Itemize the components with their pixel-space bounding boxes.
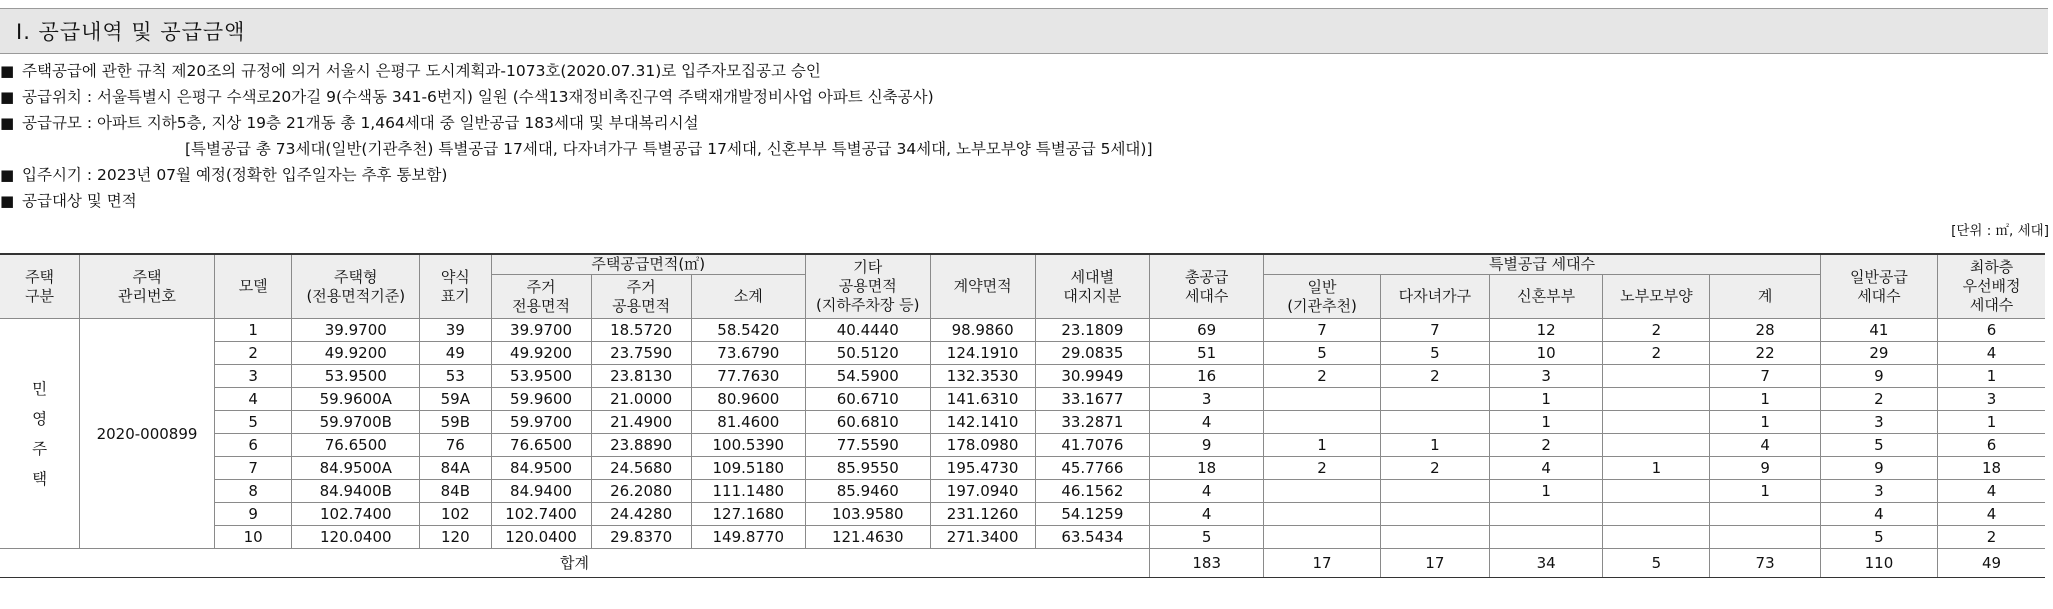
header-lowest-floor: 최하층 우선배정 세대수	[1938, 254, 2045, 319]
model-cell: 10	[214, 526, 292, 549]
subtotal-cell: 100.5390	[691, 434, 805, 457]
short-mark-cell: 102	[420, 503, 491, 526]
exclusive-cell: 76.6500	[491, 434, 591, 457]
land-share-cell: 46.1562	[1035, 480, 1149, 503]
notes-list	[0, 58, 2048, 214]
sp-elderly-cell	[1603, 503, 1710, 526]
general-supply-cell: 2	[1820, 388, 1937, 411]
contract-area-cell: 98.9860	[930, 319, 1035, 342]
land-share-cell: 30.9949	[1035, 365, 1149, 388]
contract-area-cell: 132.3530	[930, 365, 1035, 388]
land-share-cell: 45.7766	[1035, 457, 1149, 480]
general-supply-cell: 3	[1820, 411, 1937, 434]
lowest-floor-cell: 2	[1938, 526, 2045, 549]
total-sp-multichild-cell: 17	[1380, 549, 1489, 578]
sp-newlywed-cell: 1	[1489, 411, 1602, 434]
note-location	[0, 84, 2048, 110]
general-supply-cell: 41	[1820, 319, 1937, 342]
header-land-share: 세대별 대지지분	[1035, 254, 1149, 319]
subtotal-cell: 127.1680	[691, 503, 805, 526]
header-sp-newlywed: 신혼부부	[1489, 275, 1602, 319]
sp-general-cell	[1264, 480, 1380, 503]
sp-newlywed-cell	[1489, 526, 1602, 549]
sp-sum-cell	[1710, 503, 1820, 526]
sp-multichild-cell: 7	[1380, 319, 1489, 342]
header-housing-type: 주택 구분	[0, 254, 80, 319]
sp-newlywed-cell	[1489, 503, 1602, 526]
housing-type-char: 택	[32, 469, 48, 488]
header-house-type: 주택형 (전용면적기준)	[292, 254, 420, 319]
sp-general-cell	[1264, 526, 1380, 549]
lowest-floor-cell: 3	[1938, 388, 2045, 411]
sp-general-cell: 7	[1264, 319, 1380, 342]
common-cell: 18.5720	[591, 319, 691, 342]
sp-elderly-cell: 1	[1603, 457, 1710, 480]
lowest-floor-cell: 4	[1938, 480, 2045, 503]
total-sp-sum-cell: 73	[1710, 549, 1820, 578]
total-general-cell: 110	[1820, 549, 1937, 578]
section-title: Ⅰ. 공급내역 및 공급금액	[16, 20, 246, 44]
house-type-cell: 84.9400B	[292, 480, 420, 503]
lowest-floor-cell: 1	[1938, 365, 2045, 388]
total-supply-cell: 9	[1150, 434, 1264, 457]
sp-general-cell	[1264, 503, 1380, 526]
header-sp-elderly: 노부모부양	[1603, 275, 1710, 319]
total-supply-cell: 51	[1150, 342, 1264, 365]
sp-multichild-cell: 2	[1380, 365, 1489, 388]
unit-label: [단위 : ㎡, 세대]	[1951, 223, 2049, 239]
header-common: 주거 공용면적	[591, 275, 691, 319]
model-cell: 2	[214, 342, 292, 365]
sp-sum-cell: 1	[1710, 388, 1820, 411]
model-cell: 6	[214, 434, 292, 457]
subtotal-cell: 80.9600	[691, 388, 805, 411]
bullet-icon: ■	[0, 88, 15, 106]
note-approval	[0, 58, 2048, 84]
house-type-cell: 39.9700	[292, 319, 420, 342]
general-supply-cell: 29	[1820, 342, 1937, 365]
land-share-cell: 33.1677	[1035, 388, 1149, 411]
lowest-floor-cell: 4	[1938, 503, 2045, 526]
header-exclusive: 주거 전용면적	[491, 275, 591, 319]
note-text: 공급규모 : 아파트 지하5층, 지상 19층 21개동 총 1,464세대 중 일반공급 183세대 및 부대복리시설	[22, 114, 699, 132]
sp-multichild-cell	[1380, 388, 1489, 411]
bullet-icon: ■	[0, 192, 15, 210]
bullet-icon: ■	[0, 62, 15, 80]
common-cell: 24.4280	[591, 503, 691, 526]
land-share-cell: 23.1809	[1035, 319, 1149, 342]
sp-newlywed-cell: 10	[1489, 342, 1602, 365]
housing-type-char: 주	[32, 439, 48, 458]
sp-sum-cell	[1710, 526, 1820, 549]
other-common-cell: 121.4630	[805, 526, 930, 549]
short-mark-cell: 76	[420, 434, 491, 457]
table-row	[0, 388, 2045, 411]
sp-sum-cell: 4	[1710, 434, 1820, 457]
sp-newlywed-cell: 4	[1489, 457, 1602, 480]
table-row	[0, 365, 2045, 388]
note-text: [특별공급 총 73세대(일반(기관추천) 특별공급 17세대, 다자녀가구 특별공급 17세대, 신혼부부 특별공급 34세대, 노부모부양 특별공급 5세대)]	[185, 140, 1153, 158]
contract-area-cell: 271.3400	[930, 526, 1035, 549]
lowest-floor-cell: 6	[1938, 319, 2045, 342]
general-supply-cell: 5	[1820, 434, 1937, 457]
header-sp-general: 일반 (기관추천)	[1264, 275, 1380, 319]
model-cell: 7	[214, 457, 292, 480]
common-cell: 23.8890	[591, 434, 691, 457]
sp-general-cell: 1	[1264, 434, 1380, 457]
header-general-supply: 일반공급 세대수	[1820, 254, 1937, 319]
note-text: 입주시기 : 2023년 07월 예정(정확한 입주일자는 추후 통보함)	[22, 166, 448, 184]
subtotal-cell: 149.8770	[691, 526, 805, 549]
sp-multichild-cell	[1380, 411, 1489, 434]
header-short-mark: 약식 표기	[420, 254, 491, 319]
house-type-cell: 84.9500A	[292, 457, 420, 480]
short-mark-cell: 39	[420, 319, 491, 342]
sp-elderly-cell	[1603, 434, 1710, 457]
land-share-cell: 63.5434	[1035, 526, 1149, 549]
common-cell: 21.0000	[591, 388, 691, 411]
common-cell: 23.8130	[591, 365, 691, 388]
sp-general-cell: 2	[1264, 457, 1380, 480]
land-share-cell: 54.1259	[1035, 503, 1149, 526]
exclusive-cell: 59.9600	[491, 388, 591, 411]
general-supply-cell: 9	[1820, 365, 1937, 388]
total-supply-cell: 183	[1150, 549, 1264, 578]
land-share-cell: 33.2871	[1035, 411, 1149, 434]
other-common-cell: 103.9580	[805, 503, 930, 526]
header-subtotal: 소계	[691, 275, 805, 319]
total-supply-cell: 4	[1150, 411, 1264, 434]
note-move-in	[0, 162, 2048, 188]
table-body	[0, 319, 2045, 549]
section-title-bar	[0, 8, 2048, 54]
house-type-cell: 102.7400	[292, 503, 420, 526]
sp-multichild-cell: 2	[1380, 457, 1489, 480]
header-total-supply: 총공급 세대수	[1150, 254, 1264, 319]
note-target	[0, 188, 2048, 214]
common-cell: 21.4900	[591, 411, 691, 434]
common-cell: 29.8370	[591, 526, 691, 549]
total-supply-cell: 69	[1150, 319, 1264, 342]
contract-area-cell: 141.6310	[930, 388, 1035, 411]
sp-sum-cell: 22	[1710, 342, 1820, 365]
sp-sum-cell: 1	[1710, 411, 1820, 434]
sp-newlywed-cell: 2	[1489, 434, 1602, 457]
exclusive-cell: 102.7400	[491, 503, 591, 526]
subtotal-cell: 58.5420	[691, 319, 805, 342]
sp-sum-cell: 1	[1710, 480, 1820, 503]
bullet-icon: ■	[0, 114, 15, 132]
table-row	[0, 526, 2045, 549]
other-common-cell: 85.9550	[805, 457, 930, 480]
general-supply-cell: 5	[1820, 526, 1937, 549]
house-type-cell: 49.9200	[292, 342, 420, 365]
subtotal-cell: 81.4600	[691, 411, 805, 434]
contract-area-cell: 178.0980	[930, 434, 1035, 457]
header-sp-sum: 계	[1710, 275, 1820, 319]
note-text: 주택공급에 관한 규칙 제20조의 규정에 의거 서울시 은평구 도시계획과-1073호(2020.07.31)로 입주자모집공고 승인	[22, 62, 821, 80]
table-row	[0, 342, 2045, 365]
sp-general-cell: 2	[1264, 365, 1380, 388]
sp-multichild-cell	[1380, 480, 1489, 503]
general-supply-cell: 3	[1820, 480, 1937, 503]
model-cell: 5	[214, 411, 292, 434]
other-common-cell: 85.9460	[805, 480, 930, 503]
header-other-common: 기타 공용면적 (지하주차장 등)	[805, 254, 930, 319]
table-row	[0, 503, 2045, 526]
sp-general-cell	[1264, 388, 1380, 411]
common-cell: 26.2080	[591, 480, 691, 503]
table-row	[0, 319, 2045, 342]
other-common-cell: 77.5590	[805, 434, 930, 457]
sp-elderly-cell: 2	[1603, 342, 1710, 365]
house-type-cell: 53.9500	[292, 365, 420, 388]
model-cell: 8	[214, 480, 292, 503]
mgmt-number-cell: 2020-000899	[80, 319, 215, 549]
sp-multichild-cell: 5	[1380, 342, 1489, 365]
sp-newlywed-cell: 1	[1489, 480, 1602, 503]
total-sp-newlywed-cell: 34	[1489, 549, 1602, 578]
sp-elderly-cell: 2	[1603, 319, 1710, 342]
common-cell: 23.7590	[591, 342, 691, 365]
house-type-cell: 59.9600A	[292, 388, 420, 411]
exclusive-cell: 120.0400	[491, 526, 591, 549]
short-mark-cell: 120	[420, 526, 491, 549]
house-type-cell: 59.9700B	[292, 411, 420, 434]
model-cell: 3	[214, 365, 292, 388]
header-mgmt-no: 주택 관리번호	[80, 254, 215, 319]
total-supply-cell: 4	[1150, 480, 1264, 503]
total-supply-cell: 5	[1150, 526, 1264, 549]
land-share-cell: 41.7076	[1035, 434, 1149, 457]
sp-elderly-cell	[1603, 411, 1710, 434]
header-model: 모델	[214, 254, 292, 319]
contract-area-cell: 231.1260	[930, 503, 1035, 526]
exclusive-cell: 84.9400	[491, 480, 591, 503]
table-row	[0, 480, 2045, 503]
note-scale	[0, 110, 2048, 136]
exclusive-cell: 39.9700	[491, 319, 591, 342]
sp-general-cell	[1264, 411, 1380, 434]
supply-table	[0, 253, 2045, 578]
sp-elderly-cell	[1603, 388, 1710, 411]
exclusive-cell: 84.9500	[491, 457, 591, 480]
total-lowest-cell: 49	[1938, 549, 2045, 578]
other-common-cell: 50.5120	[805, 342, 930, 365]
subtotal-cell: 73.6790	[691, 342, 805, 365]
lowest-floor-cell: 6	[1938, 434, 2045, 457]
total-supply-cell: 3	[1150, 388, 1264, 411]
sp-elderly-cell	[1603, 365, 1710, 388]
total-row	[0, 549, 2045, 578]
bullet-icon: ■	[0, 166, 15, 184]
sp-elderly-cell	[1603, 526, 1710, 549]
housing-type-cell	[0, 319, 80, 549]
model-cell: 9	[214, 503, 292, 526]
contract-area-cell: 124.1910	[930, 342, 1035, 365]
housing-type-char: 영	[32, 409, 48, 428]
sp-multichild-cell: 1	[1380, 434, 1489, 457]
land-share-cell: 29.0835	[1035, 342, 1149, 365]
subtotal-cell: 109.5180	[691, 457, 805, 480]
total-supply-cell: 16	[1150, 365, 1264, 388]
exclusive-cell: 49.9200	[491, 342, 591, 365]
sp-sum-cell: 28	[1710, 319, 1820, 342]
note-special-supply	[0, 136, 2048, 162]
other-common-cell: 54.5900	[805, 365, 930, 388]
header-special-supply: 특별공급 세대수	[1264, 254, 1820, 275]
header-supply-area: 주택공급면적(㎡)	[491, 254, 805, 275]
sp-sum-cell: 9	[1710, 457, 1820, 480]
table-row	[0, 457, 2045, 480]
subtotal-cell: 77.7630	[691, 365, 805, 388]
lowest-floor-cell: 1	[1938, 411, 2045, 434]
sp-newlywed-cell: 3	[1489, 365, 1602, 388]
other-common-cell: 60.6810	[805, 411, 930, 434]
table-row	[0, 411, 2045, 434]
total-label: 합계	[0, 549, 1150, 578]
header-contract-area: 계약면적	[930, 254, 1035, 319]
lowest-floor-cell: 4	[1938, 342, 2045, 365]
sp-newlywed-cell: 1	[1489, 388, 1602, 411]
sp-multichild-cell	[1380, 503, 1489, 526]
other-common-cell: 60.6710	[805, 388, 930, 411]
short-mark-cell: 49	[420, 342, 491, 365]
model-cell: 4	[214, 388, 292, 411]
sp-newlywed-cell: 12	[1489, 319, 1602, 342]
contract-area-cell: 197.0940	[930, 480, 1035, 503]
short-mark-cell: 84B	[420, 480, 491, 503]
total-supply-cell: 4	[1150, 503, 1264, 526]
model-cell: 1	[214, 319, 292, 342]
note-text: 공급대상 및 면적	[22, 192, 137, 210]
exclusive-cell: 53.9500	[491, 365, 591, 388]
contract-area-cell: 195.4730	[930, 457, 1035, 480]
house-type-cell: 120.0400	[292, 526, 420, 549]
lowest-floor-cell: 18	[1938, 457, 2045, 480]
contract-area-cell: 142.1410	[930, 411, 1035, 434]
other-common-cell: 40.4440	[805, 319, 930, 342]
table-row	[0, 434, 2045, 457]
common-cell: 24.5680	[591, 457, 691, 480]
short-mark-cell: 53	[420, 365, 491, 388]
short-mark-cell: 84A	[420, 457, 491, 480]
sp-multichild-cell	[1380, 526, 1489, 549]
subtotal-cell: 111.1480	[691, 480, 805, 503]
housing-type-char: 민	[32, 379, 48, 398]
short-mark-cell: 59B	[420, 411, 491, 434]
sp-general-cell: 5	[1264, 342, 1380, 365]
note-text: 공급위치 : 서울특별시 은평구 수색로20가길 9(수색동 341-6번지) 일원 (수색13재정비촉진구역 주택재개발정비사업 아파트 신축공사)	[22, 88, 934, 106]
general-supply-cell: 4	[1820, 503, 1937, 526]
general-supply-cell: 9	[1820, 457, 1937, 480]
total-sp-general-cell: 17	[1264, 549, 1380, 578]
total-sp-elderly-cell: 5	[1603, 549, 1710, 578]
short-mark-cell: 59A	[420, 388, 491, 411]
sp-elderly-cell	[1603, 480, 1710, 503]
exclusive-cell: 59.9700	[491, 411, 591, 434]
header-sp-multichild: 다자녀가구	[1380, 275, 1489, 319]
house-type-cell: 76.6500	[292, 434, 420, 457]
sp-sum-cell: 7	[1710, 365, 1820, 388]
total-supply-cell: 18	[1150, 457, 1264, 480]
